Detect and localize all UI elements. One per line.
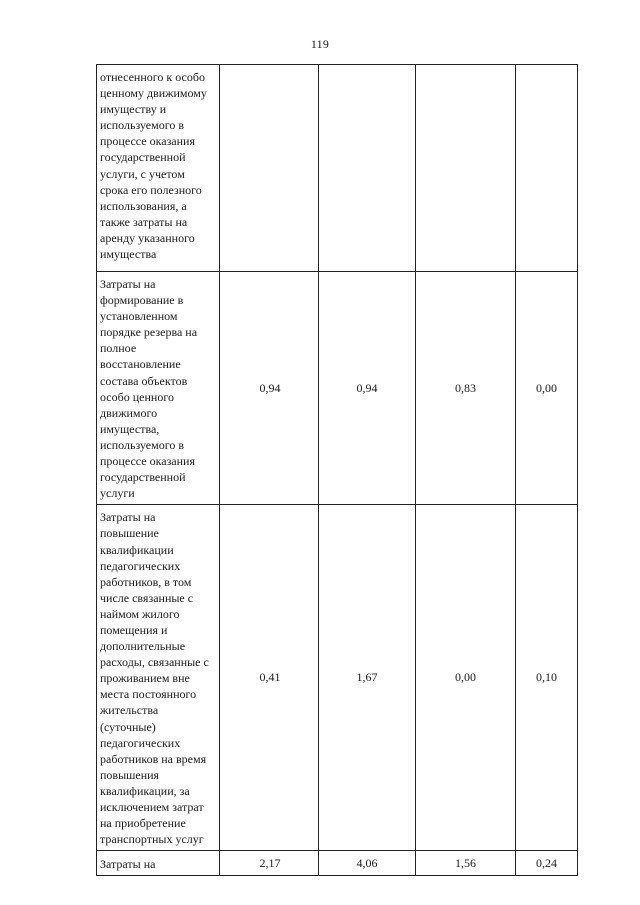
row-description: Затраты на: [97, 851, 220, 876]
row-description: отнесенного к особо ценному движимому имуществу и используемого в процессе оказания государственной услуги, с учетом срока его полезного использования, а также затраты на аренду указанного имущества: [97, 65, 220, 272]
value-cell: 0,94: [220, 272, 319, 505]
value-cell: 0,41: [220, 505, 319, 851]
value-cell: 4,06: [319, 851, 416, 876]
value-cell: 1,67: [319, 505, 416, 851]
value-cell: [516, 65, 578, 272]
table-row: [97, 272, 578, 505]
page-number: 119: [310, 37, 330, 51]
value-cell: 0,00: [416, 505, 516, 851]
value-cell: 0,94: [319, 272, 416, 505]
value-cell: [220, 65, 319, 272]
value-cell: 0,10: [516, 505, 578, 851]
value-cell: 2,17: [220, 851, 319, 876]
table-row: [97, 505, 578, 851]
value-cell: 1,56: [416, 851, 516, 876]
value-cell: 0,00: [516, 272, 578, 505]
table-row: [97, 851, 578, 876]
value-cell: [416, 65, 516, 272]
row-description: Затраты на повышение квалификации педагогических работников, в том числе связанные с наймом жилого помещения и дополнительные расходы, связанные с проживанием вне места постоянного жительства (суточные) педагогических работников на время повышения квалификации, за исключением затрат на приобретение транспортных услуг: [97, 505, 220, 851]
value-cell: 0,24: [516, 851, 578, 876]
table-row: [97, 65, 578, 272]
cost-table: [96, 64, 578, 876]
value-cell: [319, 65, 416, 272]
row-description: Затраты на формирование в установленном порядке резерва на полное восстановление состава объектов особо ценного движимого имущества, используемого в процессе оказания государственной услуги: [97, 272, 220, 505]
value-cell: 0,83: [416, 272, 516, 505]
